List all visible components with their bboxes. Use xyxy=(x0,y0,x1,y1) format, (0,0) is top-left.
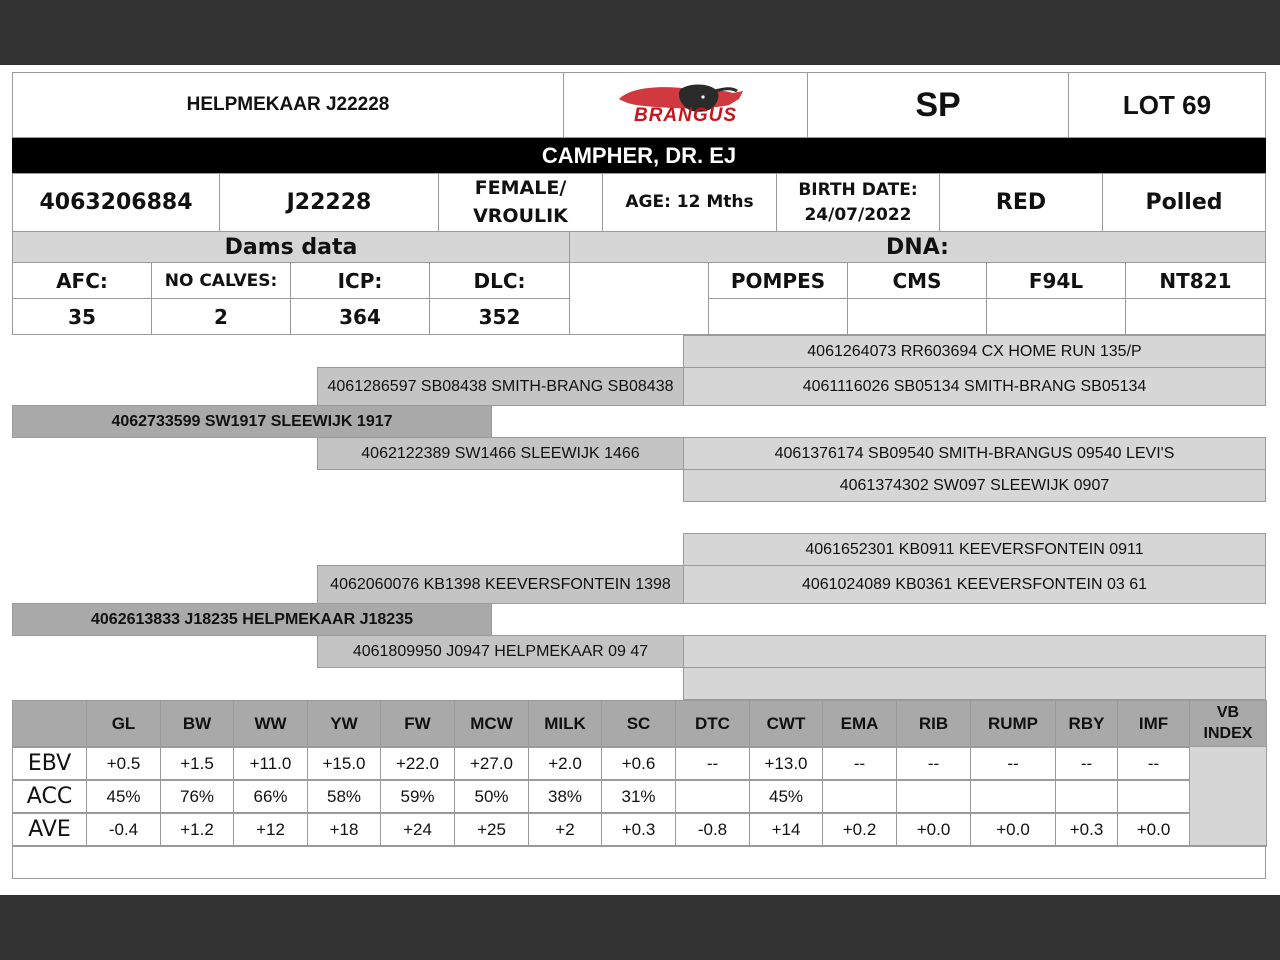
dna-blank-cell xyxy=(569,262,709,335)
ebv-cell-acc-bw: 76% xyxy=(160,779,234,814)
pedigree-dam-sire-dam: 4061024089 KB0361 KEEVERSFONTEIN 03 61 xyxy=(683,565,1266,604)
icp-value: 364 xyxy=(290,298,430,335)
pedigree-sire-sire-sire: 4061264073 RR603694 CX HOME RUN 135/P xyxy=(683,335,1266,368)
horn-status: Polled xyxy=(1102,173,1266,232)
ebv-cell-acc-rby xyxy=(1055,779,1118,814)
ebv-header-gl: GL xyxy=(86,700,161,748)
ebv-cell-ave-yw: +18 xyxy=(307,812,381,847)
ebv-cell-acc-yw: 58% xyxy=(307,779,381,814)
ebv-cell-ebv-yw: +15.0 xyxy=(307,746,381,781)
pedigree-dam-dam-sire xyxy=(683,635,1266,668)
pedigree-dam-sire: 4062060076 KB1398 KEEVERSFONTEIN 1398 xyxy=(317,565,684,604)
ebv-cell-ebv-sc: +0.6 xyxy=(601,746,676,781)
ebv-cell-ave-bw: +1.2 xyxy=(160,812,234,847)
dna-nt821-label: NT821 xyxy=(1125,262,1266,299)
ebv-cell-ave-rump: +0.0 xyxy=(970,812,1056,847)
ebv-cell-ebv-dtc: -- xyxy=(675,746,750,781)
ebv-cell-ave-rby: +0.3 xyxy=(1055,812,1118,847)
ebv-cell-acc-milk: 38% xyxy=(528,779,602,814)
ebv-cell-acc-sc: 31% xyxy=(601,779,676,814)
ebv-cell-ave-milk: +2 xyxy=(528,812,602,847)
ebv-cell-ave-imf: +0.0 xyxy=(1117,812,1190,847)
ebv-cell-ebv-ww: +11.0 xyxy=(233,746,308,781)
ebv-header-cwt: CWT xyxy=(749,700,823,748)
dams-data-title: Dams data xyxy=(12,231,570,263)
ebv-cell-ave-ema: +0.2 xyxy=(822,812,897,847)
ebv-header-sc: SC xyxy=(601,700,676,748)
pedigree-sire-dam: 4062122389 SW1466 SLEEWIJK 1466 xyxy=(317,437,684,470)
ebv-cell-acc-rump xyxy=(970,779,1056,814)
dna-cms-value xyxy=(847,298,987,335)
ebv-cell-ave-sc: +0.3 xyxy=(601,812,676,847)
dna-title: DNA: xyxy=(569,231,1266,263)
lot-number: LOT 69 xyxy=(1068,72,1266,138)
ebv-cell-acc-rib xyxy=(896,779,971,814)
ebv-cell-ebv-milk: +2.0 xyxy=(528,746,602,781)
footer-blank-row xyxy=(12,845,1266,879)
ebv-header-imf: IMF xyxy=(1117,700,1190,748)
afc-label: AFC: xyxy=(12,262,152,299)
dna-nt821-value xyxy=(1125,298,1266,335)
ebv-cell-ave-mcw: +25 xyxy=(454,812,529,847)
dlc-value: 352 xyxy=(429,298,570,335)
pedigree-dam-sire-sire: 4061652301 KB0911 KEEVERSFONTEIN 0911 xyxy=(683,533,1266,566)
colour: RED xyxy=(939,173,1103,232)
ebv-cell-ebv-fw: +22.0 xyxy=(380,746,455,781)
ebv-cell-ebv-cwt: +13.0 xyxy=(749,746,823,781)
dna-cms-label: CMS xyxy=(847,262,987,299)
icp-label: ICP: xyxy=(290,262,430,299)
ebv-header-dtc: DTC xyxy=(675,700,750,748)
ebv-cell-ebv-gl: +0.5 xyxy=(86,746,161,781)
no-calves-value: 2 xyxy=(151,298,291,335)
afc-value: 35 xyxy=(12,298,152,335)
sex xyxy=(438,173,603,232)
ebv-header-bw: BW xyxy=(160,700,234,748)
ebv-header-mcw: MCW xyxy=(454,700,529,748)
dlc-label: DLC: xyxy=(429,262,570,299)
ebv-cell-ave-cwt: +14 xyxy=(749,812,823,847)
sex-line1: FEMALE/ xyxy=(474,176,567,199)
ebv-cell-ave-gl: -0.4 xyxy=(86,812,161,847)
ebv-cell-acc-gl: 45% xyxy=(86,779,161,814)
vb-index-value xyxy=(1189,746,1267,847)
animal-name: HELPMEKAAR J22228 xyxy=(12,72,564,138)
pedigree-sire: 4062733599 SW1917 SLEEWIJK 1917 xyxy=(12,405,492,438)
birth-date-value: 24/07/2022 xyxy=(804,204,912,225)
vb-index-line2: INDEX xyxy=(1203,725,1253,742)
dna-f94l-label: F94L xyxy=(986,262,1126,299)
pedigree-dam-dam: 4061809950 J0947 HELPMEKAAR 09 47 xyxy=(317,635,684,668)
sale-card xyxy=(0,65,1280,895)
ebv-cell-ebv-rby: -- xyxy=(1055,746,1118,781)
owner-bar: CAMPHER, DR. EJ xyxy=(12,138,1266,174)
ebv-cell-acc-ema xyxy=(822,779,897,814)
brangus-logo xyxy=(563,72,808,138)
ebv-header-rby: RBY xyxy=(1055,700,1118,748)
ebv-header-yw: YW xyxy=(307,700,381,748)
ebv-header-milk: MILK xyxy=(528,700,602,748)
age: AGE: 12 Mths xyxy=(602,173,777,232)
ebv-cell-ebv-imf: -- xyxy=(1117,746,1190,781)
ebv-cell-ebv-bw: +1.5 xyxy=(160,746,234,781)
pedigree-sire-dam-dam: 4061374302 SW097 SLEEWIJK 0907 xyxy=(683,469,1266,502)
vb-index-line1: VB xyxy=(1216,704,1240,722)
ebv-cell-acc-ww: 66% xyxy=(233,779,308,814)
sex-line2: VROULIK xyxy=(473,204,568,227)
ebv-cell-ebv-ema: -- xyxy=(822,746,897,781)
ebv-header-rib: RIB xyxy=(896,700,971,748)
birth-date-label: BIRTH DATE: xyxy=(798,179,918,200)
ebv-header-rump: RUMP xyxy=(970,700,1056,748)
status-badge: SP xyxy=(807,72,1069,138)
ebv-row-label-ebv: EBV xyxy=(12,746,87,781)
no-calves-label: NO CALVES: xyxy=(151,262,291,299)
dna-f94l-value xyxy=(986,298,1126,335)
ebv-cell-ebv-rib: -- xyxy=(896,746,971,781)
pedigree-sire-sire: 4061286597 SB08438 SMITH-BRANG SB08438 xyxy=(317,367,684,406)
ebv-header-corner xyxy=(12,700,87,748)
birth-date xyxy=(776,173,940,232)
ebv-cell-ave-rib: +0.0 xyxy=(896,812,971,847)
ebv-header-ema: EMA xyxy=(822,700,897,748)
pedigree-sire-dam-sire: 4061376174 SB09540 SMITH-BRANGUS 09540 LEVI'S xyxy=(683,437,1266,470)
ebv-cell-ebv-mcw: +27.0 xyxy=(454,746,529,781)
ebv-cell-ave-ww: +12 xyxy=(233,812,308,847)
ebv-cell-ave-fw: +24 xyxy=(380,812,455,847)
ebv-cell-acc-imf xyxy=(1117,779,1190,814)
registration-number: 4063206884 xyxy=(12,173,220,232)
pedigree-dam-dam-dam xyxy=(683,667,1266,700)
ebv-cell-acc-mcw: 50% xyxy=(454,779,529,814)
ebv-row-label-ave: AVE xyxy=(12,812,87,847)
ebv-header-ww: WW xyxy=(233,700,308,748)
ebv-cell-acc-cwt: 45% xyxy=(749,779,823,814)
dna-pompes-value xyxy=(708,298,848,335)
ebv-header-vb-index xyxy=(1189,700,1267,748)
ebv-cell-ave-dtc: -0.8 xyxy=(675,812,750,847)
pedigree-sire-sire-dam: 4061116026 SB05134 SMITH-BRANG SB05134 xyxy=(683,367,1266,406)
dna-pompes-label: POMPES xyxy=(708,262,848,299)
ebv-cell-acc-fw: 59% xyxy=(380,779,455,814)
ebv-cell-acc-dtc xyxy=(675,779,750,814)
ebv-row-label-acc: ACC xyxy=(12,779,87,814)
ebv-header-fw: FW xyxy=(380,700,455,748)
pedigree-dam: 4062613833 J18235 HELPMEKAAR J18235 xyxy=(12,603,492,636)
logo-text: BRANGUS xyxy=(633,105,738,126)
tag-number: J22228 xyxy=(219,173,439,232)
ebv-cell-ebv-rump: -- xyxy=(970,746,1056,781)
